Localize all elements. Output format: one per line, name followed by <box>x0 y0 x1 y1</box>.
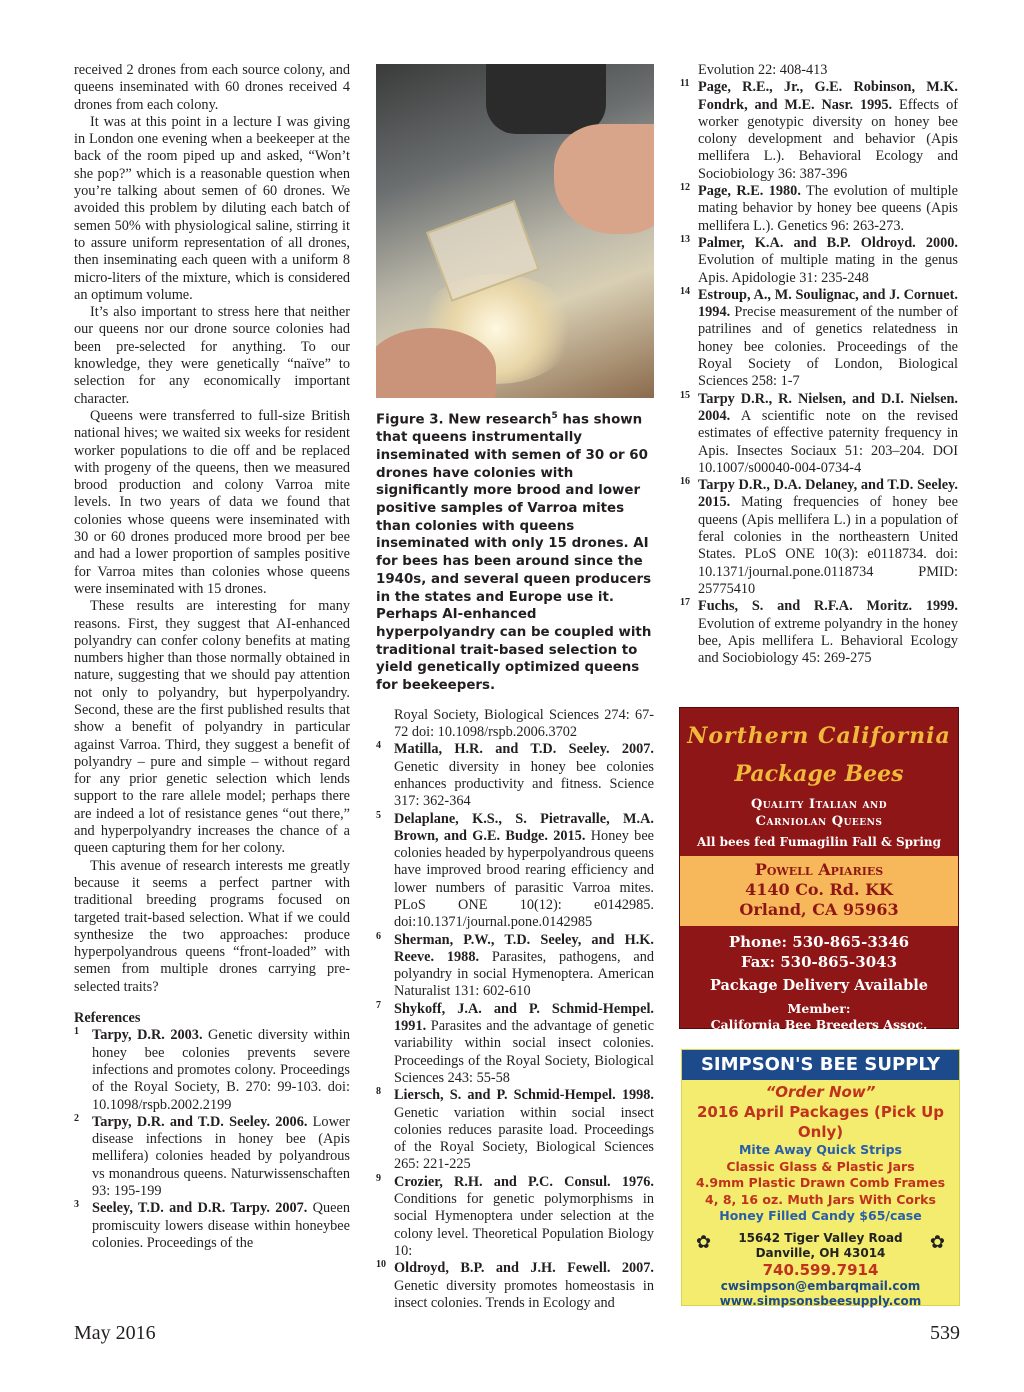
advertisement-simpsons-bee-supply <box>681 1049 960 1306</box>
reference-authors: Page, R.E., Jr., G.E. Robinson, M.K. Fondrk, and M.E. Nasr. 1995. <box>698 79 958 113</box>
reference-item <box>74 1200 350 1252</box>
ad-address-line: 15642 Tiger Valley Road <box>738 1230 903 1245</box>
ad-delivery: Package Delivery Available <box>710 977 928 994</box>
figure-photo <box>376 64 654 398</box>
reference-text: Lower disease infections in honey bee (Apis mellifera) colonies headed by polyandrous vs monandrous queens. Naturwissenschaften 93: 195-199 <box>92 1113 350 1199</box>
ad-order-now: “Order Now” <box>765 1083 876 1101</box>
caption-text: has shown that queens instrumentally inseminated with semen of 30 or 60 drones have colonies with significantly more brood and lower positive samples of Varroa mites than colonies with queens inseminated with only 15 drones. AI for bees has been around since the 1940s, and several queen producers in the states and Europe use it. Perhaps AI-enhanced hyperpolyandry can be coupled with traditional trait-based selection to yield genetically optimized queens for beekeepers. <box>376 412 652 694</box>
reference-item <box>376 1001 654 1087</box>
ad-email: cwsimpson@embarqmail.com <box>720 1278 921 1293</box>
footer-issue-date: May 2016 <box>74 1322 156 1344</box>
references-list <box>376 741 654 1312</box>
microscope-shape <box>486 64 606 134</box>
reference-item <box>680 79 958 183</box>
reference-text: Evolution of extreme polyandry in the honey bee, Apis mellifera L. Behavioral Ecology and Sociobiology 45: 269-275 <box>698 615 958 667</box>
reference-text: Evolution of multiple mating in the genus Apis. Apidologie 31: 235-248 <box>698 252 958 286</box>
reference-item <box>376 1260 654 1312</box>
references-list <box>74 1027 350 1252</box>
reference-text: Genetic variation within social insect colonies reduces parasite load. Proceedings of the Royal Society, Biological Sciences 265: 221-225 <box>394 1104 654 1173</box>
reference-text: Genetic diversity within honey bee colonies prevents severe infections and promotes colony. Proceedings of the Royal Society, B. 270: 99-103. doi: 10.1098/rspb.2002.2199 <box>92 1027 350 1113</box>
ad-subtitle: Package Bees <box>734 761 904 787</box>
ad-quality-line: Quality Italian and <box>750 797 888 812</box>
ad-title: Northern California <box>687 723 951 749</box>
ad-address-line: 4140 Co. Rd. KK <box>745 880 893 899</box>
bee-icon: ✿ <box>929 1231 945 1253</box>
reference-authors: Shykoff, J.A. and P. Schmid-Hempel. 1991. <box>394 1000 654 1035</box>
reference-authors: Seeley, T.D. and D.R. Tarpy. 2007. <box>92 1200 308 1217</box>
reference-text: Parasites, pathogens, and polyandry in social Hymenoptera. American Naturalist 131: 602-610 <box>394 948 654 1000</box>
reference-authors: Tarpy D.R., R. Nielsen, and D.I. Nielsen. 2004. <box>698 390 958 424</box>
reference-number: 14 <box>680 285 690 297</box>
ad-member: American Honey Producers Assoc. <box>699 1033 939 1048</box>
body-paragraph: received 2 drones from each source colony, and queens inseminated with 60 drones received 4 drones from each colony. <box>74 62 350 113</box>
ad-fax: Fax: 530-865-3043 <box>740 953 898 971</box>
reference-authors: Liersch, S. and P. Schmid-Hempel. 1998. <box>394 1087 654 1104</box>
reference-authors: Tarpy, D.R. 2003. <box>92 1027 203 1044</box>
body-paragraph: This avenue of research interests me greatly because it seems a perfect partner with traditional breeding programs focused on targeted trait-based selection. What if we could synthesize the two approaches: produce hyperpolyandrous queens “front-loaded” with semen from multiple drones carrying pre-selected traits? <box>74 857 350 995</box>
reference-item <box>74 1114 350 1200</box>
hand-shape <box>554 124 654 234</box>
ad-fed-note: All bees fed Fumagilin Fall & Spring <box>696 835 942 849</box>
reference-number: 15 <box>680 389 690 401</box>
reference-authors: Oldroyd, B.P. and J.H. Fewell. 2007. <box>394 1260 654 1277</box>
reference-item <box>680 477 958 598</box>
reference-text: Mating frequencies of honey bee queens (Apis mellifera L.) in a population of feral colonies in the northeastern United States. PLoS ONE 10(3): e0118734. doi: 10.1371/journal.pone.0118734 PMID: 25775410 <box>698 494 958 597</box>
reference-item <box>376 1174 654 1260</box>
reference-text: Precise measurement of the number of patrilines and of genetics relatedness in honey bee colonies. Proceedings of the Royal Society of London, Biological Sciences 258: 1-7 <box>698 304 958 390</box>
reference-authors: Fuchs, S. and R.F.A. Moritz. 1999. <box>698 598 958 615</box>
reference-continuation: Royal Society, Biological Sciences 274: 67-72 doi: 10.1098/rspb.2006.3702 <box>394 706 654 741</box>
caption-prefix: Figure 3. New research <box>376 412 552 428</box>
reference-authors: Crozier, R.H. and P.C. Consul. 1976. <box>394 1173 654 1190</box>
reference-number: 17 <box>680 597 690 609</box>
ad-product-line: Classic Glass & Plastic Jars <box>726 1158 915 1174</box>
figure-caption <box>376 408 654 695</box>
reference-number: 3 <box>74 1199 79 1211</box>
reference-authors: Estroup, A., M. Soulignac, and J. Cornuet. 1994. <box>698 286 958 321</box>
reference-number: 13 <box>680 233 690 245</box>
reference-authors: Palmer, K.A. and B.P. Oldroyd. 2000. <box>698 234 958 251</box>
reference-number: 1 <box>74 1026 79 1038</box>
reference-item <box>680 287 958 391</box>
reference-item <box>74 1027 350 1113</box>
column-right <box>680 62 958 667</box>
body-paragraph: These results are interesting for many reasons. First, they suggest that AI-enhanced polyandry can confer colony benefits at mating numbers higher than those normally obtained in nature, suggesting that we should pay attention not only to polyandry, but hyperpolyandry. Second, these are the first published results that show a benefit of polyandry in particular against Varroa. Third, they suggest a benefit of polyandry – pure and simple – without regard for any prior genetic selection which lends support to the rare allele model; perhaps there are indeed a lot of resistance genes “out there,” and hyperpolyandry increases the chance of a queen capturing them for her colony. <box>74 598 350 857</box>
reference-number: 5 <box>376 809 381 821</box>
reference-text: Honey bee colonies headed by hyperpolyandrous queens have improved brood rearing efficiency and lower numbers of parasitic Varroa mites. PLoS ONE 10(12): e0142985. doi:10.1371/journal.pone.0142985 <box>394 827 655 931</box>
reference-text: Conditions for genetic polymorphisms in social Hymenoptera under selection at the colony level. Theoretical Population Biology 10: <box>394 1191 654 1259</box>
reference-number: 2 <box>74 1112 79 1124</box>
body-paragraph: Queens were transferred to full-size British national hives; we waited six weeks for resident worker populations to die off and be replaced with progeny of the queens, then we measured brood production and colony Varroa mite levels. In two years of data we found that colonies whose queens were inseminated with 30 or 60 drones produced more brood per bee and had a lower proportion of samples positive for Varroa mites than colonies whose queens were inseminated with 15 drones. <box>74 407 350 597</box>
caption-superscript: 5 <box>551 411 558 421</box>
ad-member-label: Member: <box>787 1001 851 1016</box>
reference-authors: Tarpy, D.R. and T.D. Seeley. 2006. <box>92 1113 308 1130</box>
reference-number: 11 <box>680 78 690 90</box>
body-paragraph: It’s also important to stress here that neither our queens nor our drone source colonies had been pre-selected for anything. To our knowledge, they were genetically “naïve” to selection for any economically important character. <box>74 304 350 407</box>
reference-number: 16 <box>680 476 690 488</box>
footer-page-number: 539 <box>930 1322 960 1344</box>
reference-authors: Sherman, P.W., T.D. Seeley, and H.K. Reeve. 1988. <box>394 931 654 965</box>
ad-product-line: 4.9mm Plastic Drawn Comb Frames <box>695 1175 946 1190</box>
reference-text: A scientific note on the revised estimates of effective paternity frequency in Apis. Insectes Sociaux 51: 203–204. DOI 10.1007/s00040-004-0734-4 <box>698 407 958 476</box>
reference-text: Queen promiscuity lowers disease within honeybee colonies. Proceedings of the <box>92 1200 350 1251</box>
references-list <box>680 79 958 667</box>
reference-number: 9 <box>376 1172 381 1184</box>
reference-authors: Delaplane, K.S., S. Pietravalle, M.A. Brown, and G.E. Budge. 2015. <box>394 810 654 844</box>
reference-authors: Page, R.E. 1980. <box>698 183 801 200</box>
ad-address-box <box>680 856 958 926</box>
reference-text: Parasites and the advantage of genetic variability within social insect colonies. Proceedings of the Royal Society, Biological Sciences 243: 55-58 <box>394 1018 654 1086</box>
reference-item <box>680 391 958 477</box>
reference-item <box>680 235 958 287</box>
reference-item <box>376 1087 654 1173</box>
reference-text: Genetic diversity promotes homeostasis in insect colonies. Trends in Ecology and <box>394 1277 654 1311</box>
ad-phone: Phone: 530-865-3346 <box>728 933 910 951</box>
reference-number: 6 <box>376 930 381 942</box>
ad-company: Powell Apiaries <box>754 860 884 879</box>
ad-address-line: Danville, OH 43014 <box>755 1245 886 1260</box>
reference-text: Genetic diversity in honey bee colonies enhances productivity and fitness. Science 317: 362-364 <box>394 758 654 810</box>
reference-text: Effects of worker genotypic diversity on honey bee colony development and behavior (Apis mellifera L.). Behavioral Ecology and Sociobiology 36: 387-396 <box>698 96 958 182</box>
reference-item <box>376 741 654 810</box>
ad-address-line: Orland, CA 95963 <box>739 900 899 919</box>
body-paragraph: It was at this point in a lecture I was giving in London one evening when a beekeeper at the back of the room piped up and asked, “Won’t she pop?” which is a reasonable question when you’re talking about semen of 60 drones. We avoided this problem by diluting each batch of semen 50% with physiological saline, stirring it to assure uniform representation of all drones, then inseminating each queen with a uniform 8 micro-liters of the mixture, which is considered an optimum volume. <box>74 113 350 303</box>
reference-item <box>376 932 654 1001</box>
ad-quality-line: Carniolan Queens <box>755 814 883 829</box>
ad-title: SIMPSON'S BEE SUPPLY <box>682 1050 959 1080</box>
reference-authors: Tarpy D.R., D.A. Delaney, and T.D. Seeley. 2015. <box>698 477 958 511</box>
reference-item <box>680 598 958 667</box>
reference-text: The evolution of multiple mating behavior by honey bee queens (Apis mellifera L.). Genetics 96: 263-273. <box>698 183 958 234</box>
reference-item <box>376 811 654 932</box>
reference-continuation: Evolution 22: 408-413 <box>698 62 828 78</box>
references-heading: References <box>74 1010 141 1027</box>
advertisement-northern-california-package-bees <box>679 707 959 1048</box>
reference-item <box>680 183 958 235</box>
reference-authors: Matilla, H.R. and T.D. Seeley. 2007. <box>394 741 654 758</box>
ad-member: California Bee Breeders Assoc. <box>710 1017 928 1032</box>
column-middle <box>376 64 654 1312</box>
reference-number: 12 <box>680 182 690 194</box>
reference-number: 10 <box>376 1259 386 1271</box>
ad-product-line: 4, 8, 16 oz. Muth Jars With Corks <box>705 1191 936 1207</box>
reference-number: 7 <box>376 999 381 1011</box>
ad-phone: 740.599.7914 <box>762 1260 879 1279</box>
reference-number: 8 <box>376 1086 381 1098</box>
ad-packages: 2016 April Packages (Pick Up Only) <box>697 1103 944 1141</box>
ad-product-line: Mite Away Quick Strips <box>738 1142 902 1157</box>
reference-number: 4 <box>376 740 381 752</box>
bee-icon: ✿ <box>696 1231 712 1253</box>
column-left <box>74 62 350 1252</box>
ad-product-line: Honey Filled Candy $65/case <box>719 1208 922 1223</box>
ad-address <box>682 1231 959 1261</box>
ad-website: www.simpsonsbeesupply.com <box>719 1293 922 1308</box>
